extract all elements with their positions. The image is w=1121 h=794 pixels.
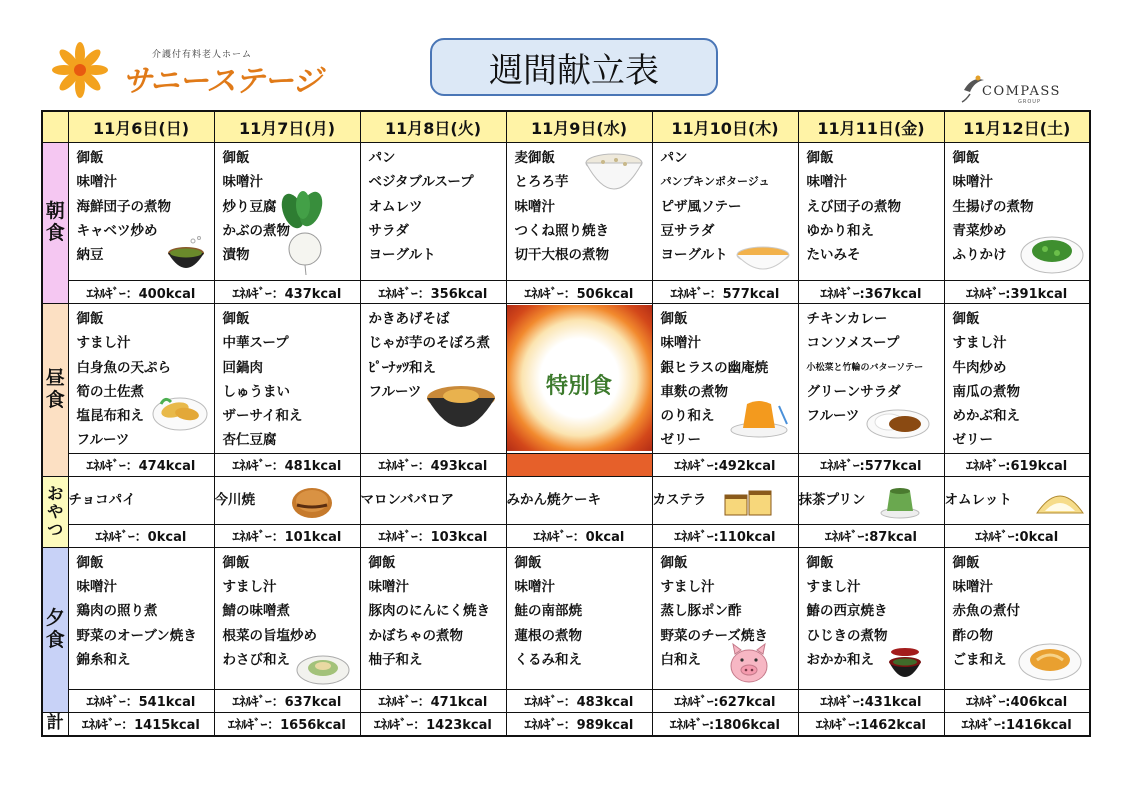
dish: 御飯 — [660, 554, 688, 571]
dish: 鰆の西京焼き — [806, 603, 888, 620]
dish: 漬物 — [222, 247, 250, 264]
breakfast-kcal-row — [42, 281, 1090, 304]
dinner-row — [42, 547, 1090, 689]
special-meal-label: 特別食 — [545, 374, 612, 400]
dish: 御飯 — [806, 150, 834, 166]
total-energy: ｴﾈﾙｷﾞｰ:1462kcal — [798, 712, 944, 736]
energy-value: ｴﾈﾙｷﾞｰ：481kcal — [214, 453, 360, 476]
dish: 御飯 — [952, 150, 980, 166]
dish: 中華スープ — [222, 335, 289, 352]
dish: すまし汁 — [222, 579, 277, 596]
menu-cell — [944, 547, 1090, 689]
lunch-kcal-row — [42, 453, 1090, 476]
dish: 今川焼 — [214, 492, 255, 509]
page-title: 週間献立表 — [430, 38, 718, 96]
dish: 筍の土佐煮 — [76, 383, 144, 400]
dish: ゼリー — [952, 432, 993, 449]
energy-value: ｴﾈﾙｷﾞｰ：101kcal — [214, 524, 360, 547]
dish: 酢の物 — [952, 627, 993, 644]
energy-value: ｴﾈﾙｷﾞｰ：0kcal — [506, 524, 652, 547]
dish: 味噌汁 — [660, 335, 701, 352]
dish: すまし汁 — [806, 579, 861, 596]
day-header: 11月12日(土) — [944, 111, 1090, 143]
dish: 味噌汁 — [368, 579, 409, 596]
dish: ゼリー — [660, 432, 701, 449]
energy-value: ｴﾈﾙｷﾞｰ：437kcal — [214, 281, 360, 304]
dish: 錦糸和え — [76, 651, 131, 668]
energy-value: ｴﾈﾙｷﾞｰ：637kcal — [214, 689, 360, 712]
energy-value: ｴﾈﾙｷﾞｰ：541kcal — [68, 689, 214, 712]
dish: 車麩の煮物 — [660, 383, 728, 400]
partner-logo-text: COMPASS — [982, 84, 1061, 99]
dish: 御飯 — [76, 554, 104, 571]
energy-value: ｴﾈﾙｷﾞｰ:431kcal — [798, 689, 944, 712]
dish: チキンカレー — [806, 311, 888, 327]
menu-cell — [652, 476, 798, 524]
pig-icon — [727, 640, 771, 686]
menu-cell — [68, 547, 214, 689]
dish: じゃが芋のそぼろ煮 — [368, 335, 490, 352]
total-energy: ｴﾈﾙｷﾞｰ：1415kcal — [68, 712, 214, 736]
menu-cell — [652, 304, 798, 454]
dish: ﾋﾟｰﾅｯﾂ和え — [368, 359, 436, 376]
dish: 回鍋肉 — [222, 359, 263, 376]
dish: 味噌汁 — [952, 579, 993, 596]
dish: 炒り豆腐 — [222, 198, 277, 215]
lunch-label: 昼 食 — [42, 304, 68, 477]
energy-value: ｴﾈﾙｷﾞｰ:627kcal — [652, 689, 798, 712]
dish-list — [361, 143, 506, 267]
dish: パン — [368, 150, 396, 166]
dish: フルーツ — [368, 383, 422, 400]
menu-cell — [506, 143, 652, 281]
day-header-row — [42, 111, 1090, 143]
dish: たいみそ — [806, 247, 861, 264]
lunch-row — [42, 304, 1090, 454]
day-header: 11月6日(日) — [68, 111, 214, 143]
snack-kcal-row — [42, 524, 1090, 547]
menu-cell — [798, 304, 944, 454]
menu-cell — [944, 143, 1090, 281]
miso-soup-icon — [163, 235, 209, 277]
energy-value: ｴﾈﾙｷﾞｰ：400kcal — [68, 281, 214, 304]
menu-cell — [68, 143, 214, 281]
greens-plate-icon — [1019, 229, 1085, 277]
dish: くるみ和え — [514, 651, 582, 668]
dish: 御飯 — [952, 311, 980, 327]
dish: コンソメスープ — [806, 335, 900, 352]
simmered-dish-icon — [295, 650, 351, 686]
energy-value: ｴﾈﾙｷﾞｰ:110kcal — [652, 524, 798, 547]
dish: フルーツ — [806, 408, 860, 425]
total-energy: ｴﾈﾙｷﾞｰ:1806kcal — [652, 712, 798, 736]
dish: 小松菜と竹輪のバターソテー — [806, 362, 924, 373]
dish: サラダ — [368, 222, 409, 239]
dish: 御飯 — [222, 311, 250, 327]
dish: 柚子和え — [368, 651, 423, 668]
dinner-kcal-row — [42, 689, 1090, 712]
curry-plate-icon — [865, 402, 931, 440]
dish: 御飯 — [222, 554, 250, 571]
dish: 野菜のチーズ焼き — [660, 627, 768, 644]
dish: 御飯 — [76, 150, 104, 166]
dish: 生揚げの煮物 — [952, 198, 1034, 215]
menu-cell — [798, 476, 944, 524]
dish: 白和え — [660, 651, 701, 668]
snack-row — [42, 476, 1090, 524]
dish: キャベツ炒め — [76, 222, 158, 239]
menu-cell — [68, 304, 214, 454]
dish: ピザ風ソテー — [660, 198, 742, 215]
menu-cell — [944, 476, 1090, 524]
total-label: 計 — [42, 712, 68, 736]
dish-list — [215, 304, 360, 453]
dish: ごま和え — [952, 651, 1007, 668]
dish: 御飯 — [806, 554, 834, 571]
dish: わさび和え — [222, 651, 290, 668]
menu-cell — [944, 304, 1090, 454]
dish: かぼちゃの煮物 — [368, 627, 463, 644]
energy-value: ｴﾈﾙｷﾞｰ：493kcal — [360, 453, 506, 476]
dish: 納豆 — [76, 247, 104, 264]
breakfast-label: 朝 食 — [42, 143, 68, 304]
energy-value: ｴﾈﾙｷﾞｰ：483kcal — [506, 689, 652, 712]
dish: 味噌汁 — [76, 174, 117, 191]
dish: ベジタブルスープ — [368, 174, 474, 191]
menu-cell — [652, 143, 798, 281]
dish: マロンババロア — [360, 492, 455, 509]
energy-value: ｴﾈﾙｷﾞｰ:391kcal — [944, 281, 1090, 304]
dish: 切干大根の煮物 — [514, 247, 609, 264]
dish: 南瓜の煮物 — [952, 383, 1020, 400]
dish-list — [507, 548, 652, 672]
dish: しゅうまい — [222, 383, 290, 400]
dinner-label: 夕 食 — [42, 547, 68, 712]
menu-cell — [360, 304, 506, 454]
total-energy: ｴﾈﾙｷﾞｰ:1416kcal — [944, 712, 1090, 736]
omelet-cake-icon — [1035, 485, 1085, 517]
dish: 味噌汁 — [514, 579, 555, 596]
menu-cell — [214, 304, 360, 454]
dish: 鯖の味噌煮 — [222, 603, 290, 620]
day-header: 11月8日(火) — [360, 111, 506, 143]
total-energy: ｴﾈﾙｷﾞｰ：1656kcal — [214, 712, 360, 736]
dish: 味噌汁 — [514, 198, 555, 215]
dish: チョコパイ — [68, 492, 136, 509]
day-header: 11月10日(木) — [652, 111, 798, 143]
dish-list — [69, 548, 214, 672]
menu-cell — [652, 547, 798, 689]
energy-value: ｴﾈﾙｷﾞｰ：103kcal — [360, 524, 506, 547]
energy-value: ｴﾈﾙｷﾞｰ：506kcal — [506, 281, 652, 304]
menu-cell — [798, 547, 944, 689]
dish-list — [361, 548, 506, 672]
dish: かきあげそば — [368, 311, 450, 327]
dish: 鶏肉の照り煮 — [76, 603, 158, 620]
dish: かぶの煮物 — [222, 222, 290, 239]
day-header: 11月11日(金) — [798, 111, 944, 143]
dish: パン — [660, 150, 688, 166]
dish: 御飯 — [368, 554, 396, 571]
dish-list — [653, 548, 798, 672]
castella-icon — [723, 485, 775, 519]
menu-cell — [214, 476, 360, 524]
energy-value: ｴﾈﾙｷﾞｰ:367kcal — [798, 281, 944, 304]
weekly-menu-table — [41, 110, 1091, 737]
energy-value: ｴﾈﾙｷﾞｰ:619kcal — [944, 453, 1090, 476]
energy-value — [506, 453, 652, 476]
dish: 杏仁豆腐 — [222, 432, 277, 449]
menu-cell — [506, 547, 652, 689]
snack-label: お や つ — [42, 476, 68, 547]
menu-cell — [214, 143, 360, 281]
soba-bowl-icon — [423, 376, 499, 442]
dish: のり和え — [660, 408, 715, 425]
soup-bowl-red-icon — [883, 642, 927, 686]
menu-cell — [506, 476, 652, 524]
dish: 塩昆布和え — [76, 408, 144, 425]
tempura-plate-icon — [151, 386, 209, 434]
turnip-icon — [279, 191, 327, 275]
dish: 青菜炒め — [952, 222, 1007, 239]
rice-porridge-icon — [583, 145, 645, 201]
energy-value: ｴﾈﾙｷﾞｰ:0kcal — [944, 524, 1090, 547]
energy-value: ｴﾈﾙｷﾞｰ：474kcal — [68, 453, 214, 476]
total-energy: ｴﾈﾙｷﾞｰ：989kcal — [506, 712, 652, 736]
dish: 麦御飯 — [514, 150, 555, 166]
dish: えび団子の煮物 — [806, 198, 901, 215]
energy-value: ｴﾈﾙｷﾞｰ:406kcal — [944, 689, 1090, 712]
dish: パンプキンポタージュ — [660, 175, 770, 189]
autumn-leaves-frame — [507, 305, 652, 451]
dish: みかん焼ケーキ — [506, 492, 601, 509]
day-header: 11月9日(水) — [506, 111, 652, 143]
dish: カステラ — [652, 492, 707, 509]
dish: 蒸し豚ポン酢 — [660, 603, 742, 620]
dish: 豚肉のにんにく焼き — [368, 603, 490, 620]
breakfast-row — [42, 143, 1090, 281]
dish: オムレット — [944, 492, 1012, 509]
soup-bowl-icon — [735, 243, 791, 273]
dish: つくね照り焼き — [514, 222, 609, 239]
dish: 鮭の南部焼 — [514, 603, 582, 620]
energy-value: ｴﾈﾙｷﾞｰ:577kcal — [798, 453, 944, 476]
menu-cell — [214, 547, 360, 689]
energy-value: ｴﾈﾙｷﾞｰ:87kcal — [798, 524, 944, 547]
dish: 蓮根の煮物 — [514, 627, 582, 644]
dish: すまし汁 — [660, 579, 715, 596]
menu-cell — [360, 476, 506, 524]
dish: 御飯 — [222, 150, 250, 166]
dish: めかぶ和え — [952, 408, 1020, 425]
menu-cell — [360, 547, 506, 689]
fish-plate-icon — [1017, 636, 1083, 684]
dish: 赤魚の煮付 — [952, 603, 1020, 620]
dish: 豆サラダ — [660, 222, 715, 239]
dish: 御飯 — [76, 311, 104, 327]
dish: ゆかり和え — [806, 222, 874, 239]
special-meal-cell — [506, 304, 652, 454]
dish: 野菜のオーブン焼き — [76, 627, 197, 644]
dish: 味噌汁 — [806, 174, 847, 191]
dish: 味噌汁 — [952, 174, 993, 191]
dish: 味噌汁 — [222, 174, 263, 191]
dish: 牛肉炒め — [952, 359, 1007, 376]
dish-list — [799, 143, 944, 267]
dish: 銀ヒラスの幽庵焼 — [660, 359, 769, 376]
jelly-icon — [729, 396, 791, 438]
brand-subtitle: 介護付有料老人ホーム — [152, 50, 253, 60]
menu-cell — [360, 143, 506, 281]
total-row — [42, 712, 1090, 736]
dish: ふりかけ — [952, 247, 1007, 264]
dish: とろろ芋 — [514, 174, 569, 191]
energy-value: ｴﾈﾙｷﾞｰ：0kcal — [68, 524, 214, 547]
energy-value: ｴﾈﾙｷﾞｰ：471kcal — [360, 689, 506, 712]
dish: ヨーグルト — [368, 247, 436, 264]
dish: ザーサイ和え — [222, 408, 303, 425]
day-header: 11月7日(月) — [214, 111, 360, 143]
brand-name: サニーステージ — [122, 64, 322, 99]
dish: 味噌汁 — [76, 579, 117, 596]
dish-list — [945, 304, 1090, 453]
header-corner — [42, 111, 68, 143]
dish: 白身魚の天ぷら — [76, 359, 171, 376]
energy-value: ｴﾈﾙｷﾞｰ：577kcal — [652, 281, 798, 304]
dish: すまし汁 — [76, 335, 131, 352]
total-energy: ｴﾈﾙｷﾞｰ：1423kcal — [360, 712, 506, 736]
pudding-icon — [879, 483, 921, 519]
menu-cell — [68, 476, 214, 524]
dish: 抹茶プリン — [798, 492, 866, 509]
dish: 御飯 — [660, 311, 688, 327]
energy-value: ｴﾈﾙｷﾞｰ:492kcal — [652, 453, 798, 476]
dish: オムレツ — [368, 198, 423, 215]
dish: フルーツ — [76, 432, 130, 449]
energy-value: ｴﾈﾙｷﾞｰ：356kcal — [360, 281, 506, 304]
dish: 根菜の旨塩炒め — [222, 627, 317, 644]
dish: 御飯 — [514, 554, 542, 571]
partner-logo-group: GROUP — [1018, 99, 1041, 105]
imagawayaki-icon — [289, 481, 335, 521]
dish: すまし汁 — [952, 335, 1007, 352]
dish: ひじきの煮物 — [806, 627, 888, 644]
dish: ヨーグルト — [660, 247, 728, 264]
menu-cell — [798, 143, 944, 281]
dish: おかか和え — [806, 651, 874, 668]
dish: グリーンサラダ — [806, 383, 901, 400]
dish: 御飯 — [952, 554, 980, 571]
dish: 海鮮団子の煮物 — [76, 198, 171, 215]
